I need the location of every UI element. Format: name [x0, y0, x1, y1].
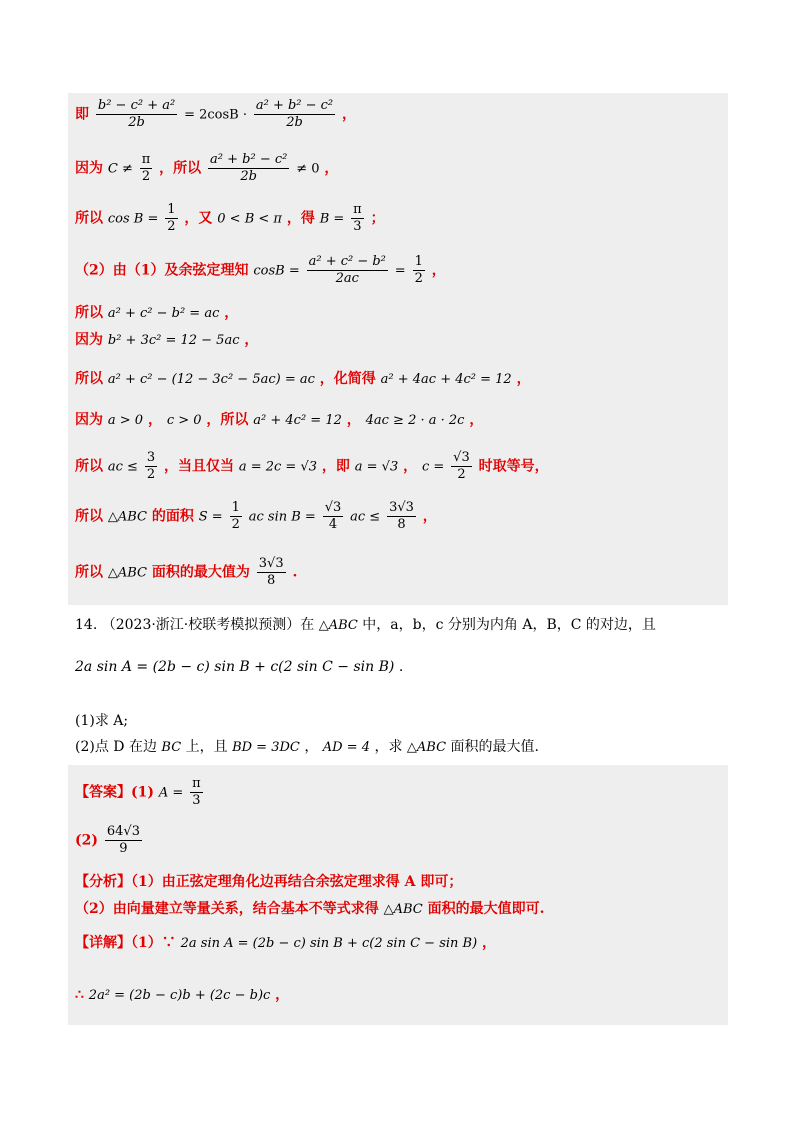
math: = [394, 263, 406, 279]
math: cosB = [253, 263, 300, 279]
math: a = 2c = √3 [238, 459, 318, 475]
problem-statement [75, 616, 656, 635]
math: ac sin B = [248, 509, 316, 525]
punct: ， [469, 412, 484, 428]
math: C ≠ [107, 161, 133, 177]
text: 所以 [75, 210, 103, 227]
text: 面积的最大值. [450, 739, 539, 755]
fraction: $\frac{\pi}{3}$ [192, 776, 201, 808]
fraction: $\frac{\pi}{2}$ [141, 152, 151, 184]
punct: ， [224, 305, 239, 321]
punct: ， [422, 508, 437, 525]
math: a² + c² − b² = ac [107, 306, 220, 321]
text: 面积的最大值为 [151, 564, 250, 581]
math: A = [158, 785, 184, 801]
math: 0 < B < π [217, 211, 282, 227]
math: a = √3 [354, 459, 399, 475]
detail-label: 【详解】（1）∵ [75, 935, 176, 951]
fraction: $\frac{\text{a² + b² − c²}}{2b}$ [255, 98, 334, 130]
math: BC [161, 740, 182, 755]
line-2 [75, 152, 338, 185]
punct: ， [244, 332, 259, 348]
text: ，所以 [206, 412, 249, 428]
line-8 [75, 411, 483, 430]
text: 即 [75, 106, 89, 123]
punct: . [398, 659, 404, 675]
line-3 [75, 202, 385, 235]
punct: ， [147, 412, 162, 428]
math: ac ≤ [350, 509, 381, 525]
punct: ； [370, 210, 385, 227]
math: a > 0 [107, 413, 144, 428]
fraction: $\frac{3√3}{8}$ [258, 556, 284, 588]
math: a² + 4c² = 12 [253, 413, 342, 428]
punct: ， [304, 739, 319, 755]
analysis-line-2 [75, 900, 545, 919]
line-6 [75, 331, 258, 350]
text: ，化简得 [319, 371, 376, 387]
punct: ， [342, 106, 357, 123]
punct: ， [403, 458, 418, 475]
text: 中，a，b，c 分别为内角 A，B，C 的对边，且 [362, 617, 656, 633]
line-1 [75, 98, 356, 131]
line-11 [75, 556, 297, 589]
math: a² + 4ac + 4c² = 12 [380, 372, 512, 387]
fraction: $\frac{√3}{2}$ [453, 450, 470, 482]
math: a² + c² − (12 − 3c² − 5ac) = ac [107, 372, 315, 387]
fraction: $\frac{\text{a² + b² − c²}}{2b}$ [210, 152, 288, 184]
text: ，所以 [159, 160, 202, 177]
text: 所以 [75, 458, 103, 475]
punct: ， [431, 262, 446, 279]
punct: . [292, 564, 298, 581]
fraction: $\frac{64√3}{9}$ [106, 824, 140, 856]
line-9 [75, 450, 549, 483]
punct: ， [324, 160, 339, 177]
line-4 [75, 254, 446, 287]
math: △ABC [107, 565, 148, 581]
detail-line-2 [75, 986, 289, 1005]
math: △ABC [318, 618, 358, 633]
line-5 [75, 304, 238, 323]
text: 因为 [75, 332, 103, 348]
text: ，当且仅当 [163, 458, 234, 475]
math: S = [198, 509, 223, 525]
punct: ， [516, 371, 531, 387]
math: AD = 4 [322, 740, 371, 755]
answer-label: 【答案】(1) [75, 784, 154, 801]
math: 2a² = (2b − c)b + (2c − b)c [88, 988, 271, 1003]
text: 所以 [75, 508, 103, 525]
text: 所以 [75, 371, 103, 387]
text: 时取等号， [478, 458, 549, 475]
math: c = [421, 459, 445, 475]
problem-part-2 [75, 738, 539, 757]
therefore-symbol: ∴ [75, 987, 84, 1003]
math: = 2cosB · [184, 107, 247, 123]
text: ，即 [321, 458, 350, 475]
math: cos B = [107, 211, 159, 227]
fraction: $\frac{1}{2}$ [231, 500, 240, 532]
problem-number: 14. [75, 617, 98, 633]
math: △ABC [406, 740, 447, 755]
math: BD = 3DC [232, 740, 300, 755]
math: ac ≤ [107, 459, 138, 475]
math: 2a sin A = (2b − c) sin B + c(2 sin C − sin B) [75, 659, 395, 675]
answer-line-1 [75, 776, 205, 809]
detail-line-1 [75, 934, 496, 953]
text: (2)点 D 在边 [75, 739, 157, 755]
fraction: $\frac{1}{2}$ [414, 254, 423, 286]
problem-source: （2023·浙江·校联考模拟预测）在 [101, 617, 315, 633]
math: 2a sin A = (2b − c) sin B + c(2 sin C − sin B) [180, 936, 478, 951]
text: ，求 [374, 739, 403, 755]
analysis-line-1: 【分析】（1）由正弦定理角化边再结合余弦定理求得 A 即可； [75, 874, 463, 890]
text: 因为 [75, 160, 103, 177]
math: 4ac ≥ 2 · a · 2c [365, 413, 465, 428]
math: c > 0 [166, 413, 202, 428]
fraction: $\frac{\text{a² + c² − b²}}{2ac}$ [308, 254, 386, 286]
math: △ABC [383, 902, 423, 917]
text: ，得 [286, 210, 315, 227]
text: 的面积 [151, 508, 194, 525]
problem-equation [75, 658, 403, 676]
answer-label: (2) [75, 832, 98, 849]
text: 面积的最大值即可. [427, 901, 545, 917]
math: b² + 3c² = 12 − 5ac [107, 333, 240, 348]
line-7 [75, 370, 531, 389]
fraction: $\frac{3}{2}$ [146, 450, 156, 482]
fraction: $\frac{3√3}{8}$ [389, 500, 414, 532]
punct: ， [275, 987, 290, 1003]
fraction: $\frac{1}{2}$ [167, 202, 176, 234]
punct: ， [346, 412, 361, 428]
text: 所以 [75, 564, 103, 581]
answer-line-2 [75, 824, 144, 857]
text: （2）由（1）及余弦定理知 [75, 262, 249, 279]
text: （2）由向量建立等量关系，结合基本不等式求得 [75, 901, 379, 917]
math: △ABC [107, 509, 148, 525]
fraction: $\frac{\pi}{3}$ [353, 202, 362, 234]
text: ，又 [184, 210, 213, 227]
line-10 [75, 500, 437, 533]
fraction: $\frac{√3}{4}$ [324, 500, 342, 532]
problem-part-1: (1)求 A; [75, 713, 129, 729]
punct: ， [482, 935, 497, 951]
text: 所以 [75, 305, 103, 321]
text: 上，且 [185, 739, 228, 755]
math: ≠ 0 [296, 161, 320, 177]
text: 因为 [75, 412, 103, 428]
math: B = [319, 211, 345, 227]
fraction: $\frac{\text{b² − c² + a²}}{2b}$ [97, 98, 176, 130]
